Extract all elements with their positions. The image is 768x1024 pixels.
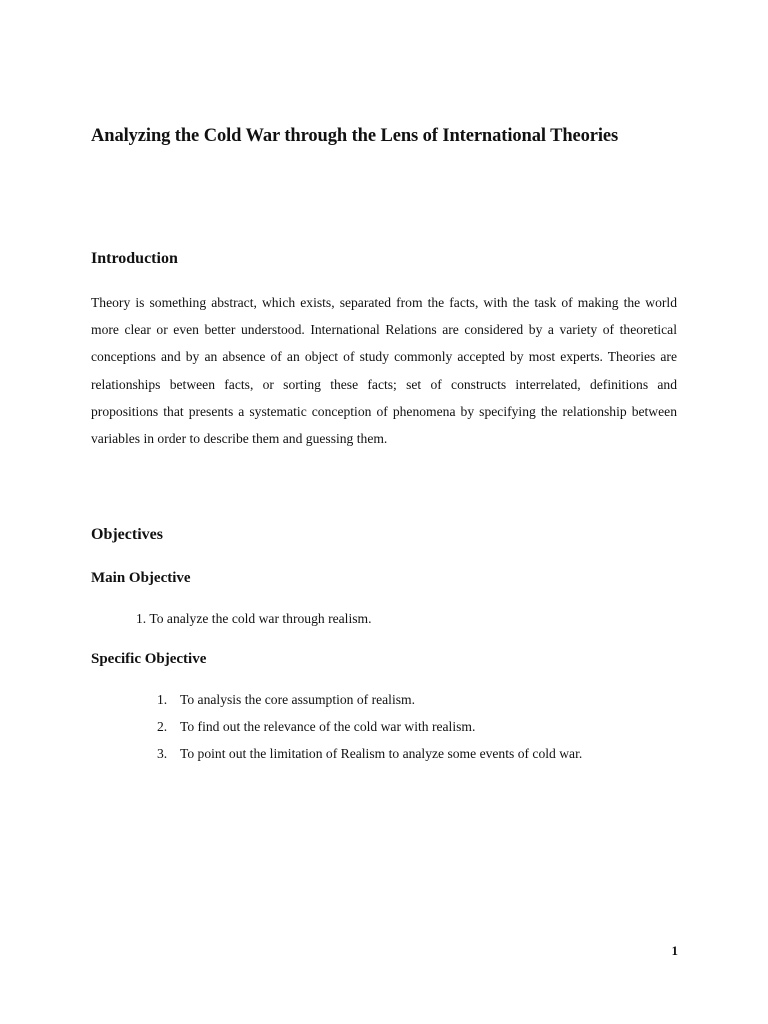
main-objective-item	[136, 611, 372, 627]
introduction-heading: Introduction	[91, 250, 178, 267]
specific-objective-text: To find out the relevance of the cold war with realism.	[180, 719, 476, 734]
main-objective-number: 1.	[136, 611, 147, 626]
specific-objective-item	[157, 719, 475, 735]
objectives-heading: Objectives	[91, 526, 163, 543]
specific-objective-heading: Specific Objective	[91, 651, 207, 667]
specific-objective-number: 2.	[157, 719, 168, 734]
specific-objective-item	[157, 692, 415, 708]
specific-objective-number: 3.	[157, 746, 168, 761]
specific-objective-text: To analysis the core assumption of realism.	[180, 692, 415, 707]
main-objective-heading: Main Objective	[91, 570, 191, 586]
specific-objective-item	[157, 746, 582, 762]
page-number: 1	[671, 943, 678, 958]
main-objective-text: To analyze the cold war through realism.	[149, 611, 372, 626]
specific-objective-text: To point out the limitation of Realism to analyze some events of cold war.	[180, 746, 583, 761]
introduction-paragraph: Theory is something abstract, which exists, separated from the facts, with the task of making the world more clear or even better understood. International Relations are considered by a variety of theoretical conceptions and by an absence of an object of study commonly accepted by most experts. Theories are relationships between facts, or sorting these facts; set of constructs interrelated, definitions and propositions that presents a systematic conception of phenomena by specifying the relationship between variables in order to describe them and guessing them.	[91, 295, 677, 447]
document-title: Analyzing the Cold War through the Lens of International Theories	[91, 126, 619, 146]
specific-objective-number: 1.	[157, 692, 168, 707]
